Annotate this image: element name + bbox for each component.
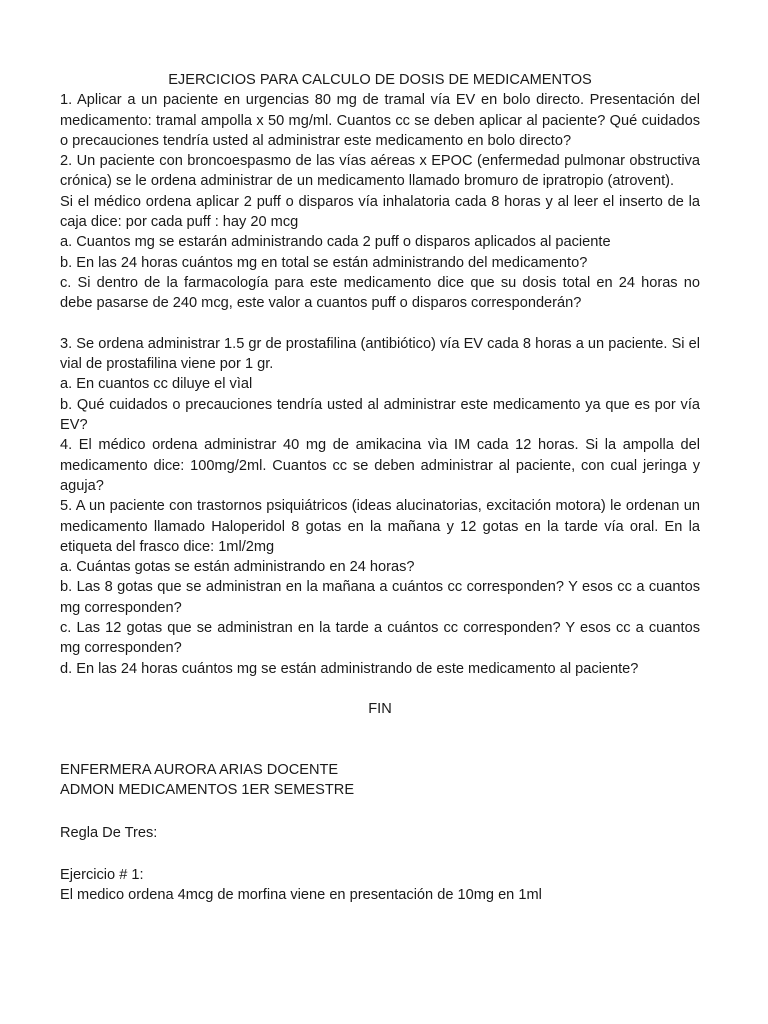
exercise-3-question-b: b. Qué cuidados o precauciones tendría usted al administrar este medicamento ya que es por vía EV? bbox=[60, 396, 700, 434]
exercise-5-question-a: a. Cuántas gotas se están administrando en 24 horas? bbox=[60, 559, 415, 576]
exercise-2-question-b: b. En las 24 horas cuántos mg en total se están administrando del medicamento? bbox=[60, 254, 588, 271]
exercise-2-context: Si el médico ordena aplicar 2 puff o disparos vía inhalatoria cada 8 horas y al leer el inserto de la caja dice: por cada puff : hay 20 mcg bbox=[60, 193, 700, 231]
exercise-5-question-d: d. En las 24 horas cuántos mg se están administrando de este medicamento al paciente? bbox=[60, 660, 639, 677]
rule-heading: Regla De Tres: bbox=[60, 824, 158, 841]
exercise-4-paragraph: 4. El médico ordena administrar 40 mg de amikacina vìa IM cada 12 horas. Si la ampolla del medicamento dice: 100mg/2ml. Cuantos cc se deben administrar al paciente, con cual jeringa y aguja? bbox=[60, 437, 700, 494]
exercise-1-paragraph: 1. Aplicar a un paciente en urgencias 80 mg de tramal vía EV en bolo directo. Presentación del medicamento: tramal ampolla x 50 mg/ml. Cuantos cc se deben aplicar al paciente? Qué cuidados o precauciones tendría usted al administrar este medicamento en bolo directo? bbox=[60, 92, 700, 149]
blank-line bbox=[60, 801, 700, 823]
blank-line bbox=[60, 843, 700, 865]
exercise-5-paragraph: 5. A un paciente con trastornos psiquiátricos (ideas alucinatorias, excitación motora) le ordenan un medicamento llamado Haloperidol 8 gotas en la mañana y 12 gotas en la tarde vía oral. En la etiqueta del frasco dice: 1ml/2mg bbox=[60, 498, 700, 555]
exercise-5-question-b: b. Las 8 gotas que se administran en la mañana a cuántos cc corresponden? Y esos cc a cuantos mg corresponden? bbox=[60, 579, 700, 616]
exercise-text: El medico ordena 4mcg de morfina viene en presentación de 10mg en 1ml bbox=[60, 887, 542, 904]
blank-line bbox=[60, 679, 700, 699]
blank-space bbox=[60, 720, 700, 761]
exercise-3-paragraph: 3. Se ordena administrar 1.5 gr de prostafilina (antibiótico) vía EV cada 8 horas a un paciente. Si el vial de prostafilina viene por 1 gr. bbox=[60, 335, 700, 373]
document-title: EJERCICIOS PARA CALCULO DE DOSIS DE MEDICAMENTOS bbox=[168, 72, 592, 88]
exercise-3-question-a: a. En cuantos cc diluye el vìal bbox=[60, 376, 253, 393]
exercise-2-question-c: c. Si dentro de la farmacología para este medicamento dice que su dosis total en 24 horas no debe pasarse de 240 mcg, este valor a cuantos puff o disparos corresponderán? bbox=[60, 274, 700, 312]
exercise-2-paragraph: 2. Un paciente con broncoespasmo de las vías aéreas x EPOC (enfermedad pulmonar obstructiva crónica) se le ordena administrar de un medicamento llamado bromuro de ipratropio (atrovent). bbox=[60, 153, 700, 190]
exercise-heading: Ejercicio # 1: bbox=[60, 866, 144, 883]
fin-label: FIN bbox=[368, 701, 392, 718]
blank-line bbox=[60, 314, 700, 334]
exercise-2-question-a: a. Cuantos mg se estarán administrando cada 2 puff o disparos aplicados al paciente bbox=[60, 234, 611, 251]
document-page bbox=[60, 70, 700, 906]
course-name: ADMON MEDICAMENTOS 1ER SEMESTRE bbox=[60, 782, 355, 799]
author-name: ENFERMERA AURORA ARIAS DOCENTE bbox=[60, 762, 339, 779]
exercise-5-question-c: c. Las 12 gotas que se administran en la tarde a cuántos cc corresponden? Y esos cc a cuantos mg corresponden? bbox=[60, 620, 700, 657]
